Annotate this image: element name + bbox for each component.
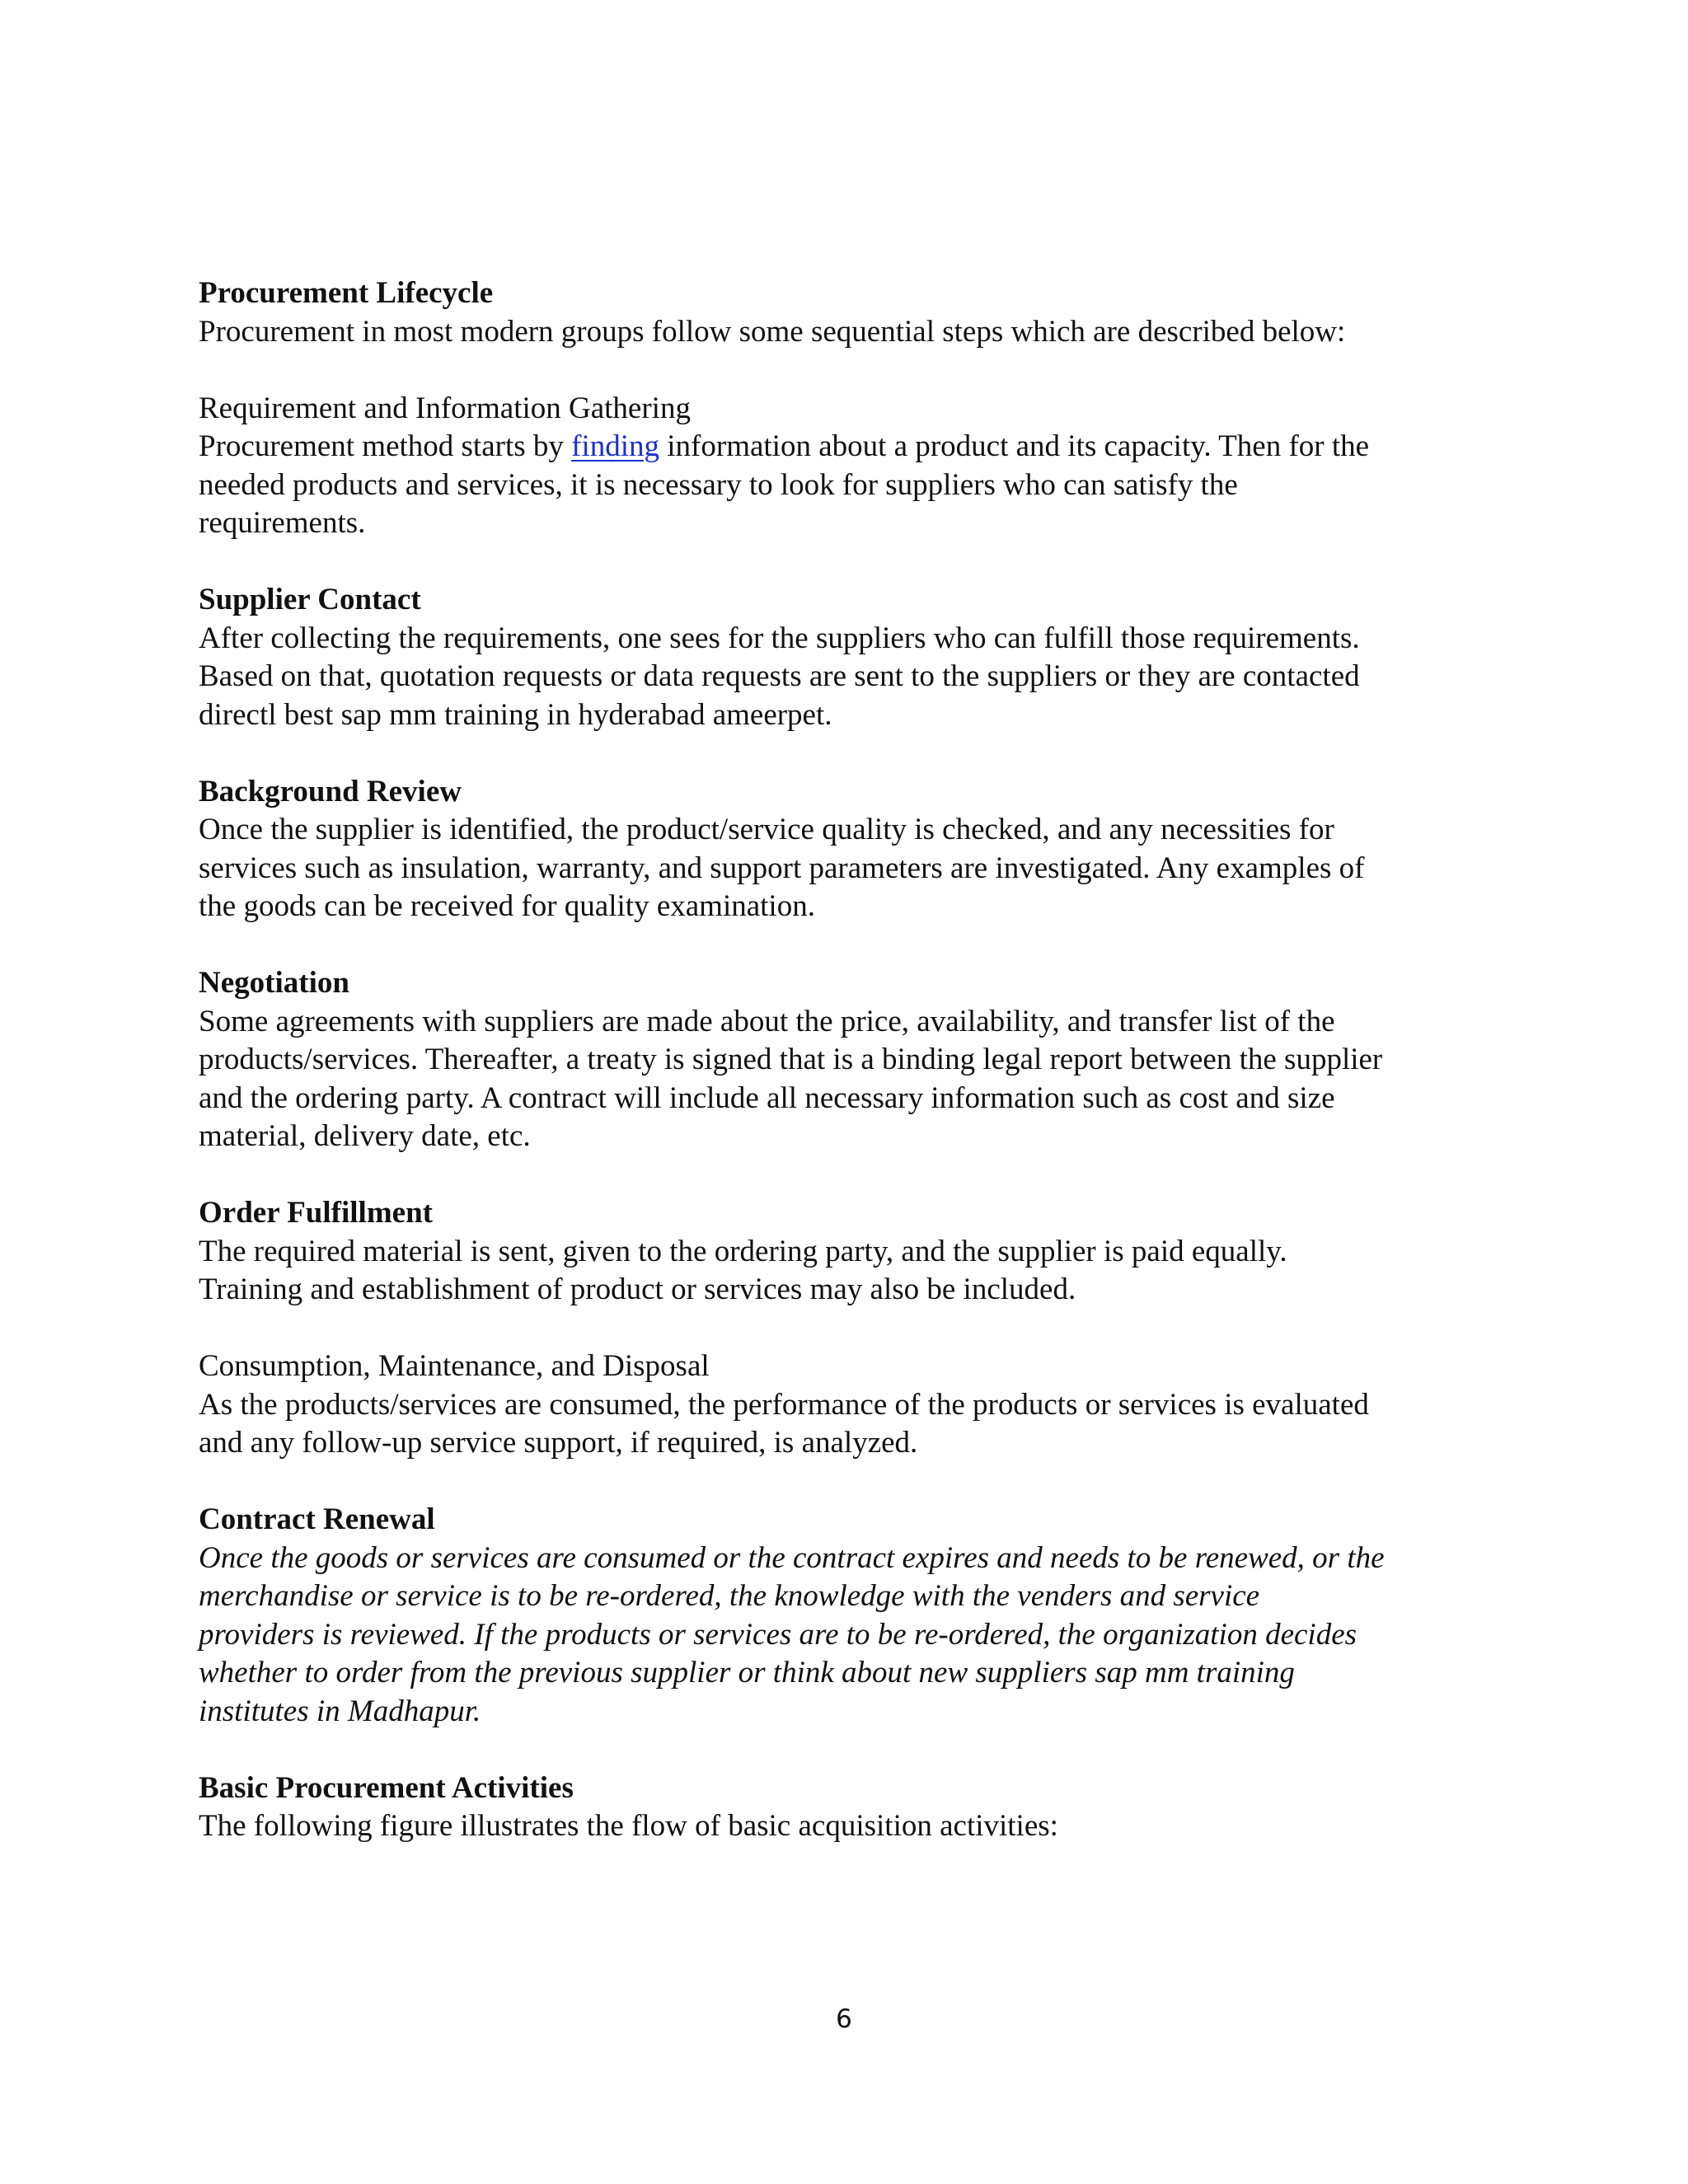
section-negotiation bbox=[199, 964, 1501, 1156]
paragraph-line: providers is reviewed. If the products or services are to be re-ordered, the organization decides bbox=[199, 1617, 1357, 1652]
section-heading: Background Review bbox=[199, 774, 462, 808]
section-paragraph bbox=[199, 620, 1501, 735]
paragraph-line: The following figure illustrates the flow of basic acquisition activities: bbox=[199, 1809, 1058, 1843]
paragraph-line: services such as insulation, warranty, and support parameters are investigated. Any examples of bbox=[199, 851, 1365, 885]
paragraph-line: and any follow-up service support, if required, is analyzed. bbox=[199, 1426, 918, 1460]
section-paragraph bbox=[199, 428, 1501, 543]
section-consumption-maintenance-disposal bbox=[199, 1347, 1501, 1463]
paragraph-line: As the products/services are consumed, the performance of the products or services is evaluated bbox=[199, 1387, 1369, 1422]
paragraph-line: requirements. bbox=[199, 506, 366, 540]
section-basic-procurement-activities bbox=[199, 1769, 1501, 1846]
section-heading: Procurement Lifecycle bbox=[199, 276, 494, 310]
section-procurement-lifecycle bbox=[199, 274, 1501, 351]
section-background-review bbox=[199, 773, 1501, 926]
section-heading: Negotiation bbox=[199, 966, 349, 1000]
section-supplier-contact bbox=[199, 581, 1501, 734]
section-paragraph bbox=[199, 1540, 1501, 1732]
section-paragraph bbox=[199, 1386, 1501, 1463]
section-heading: Contract Renewal bbox=[199, 1502, 435, 1536]
section-paragraph bbox=[199, 811, 1501, 926]
section-requirement-gathering bbox=[199, 390, 1501, 543]
paragraph-line: Some agreements with suppliers are made about the price, availability, and transfer list of the bbox=[199, 1004, 1335, 1038]
section-order-fulfillment bbox=[199, 1194, 1501, 1310]
section-paragraph bbox=[199, 313, 1501, 352]
section-heading: Basic Procurement Activities bbox=[199, 1770, 574, 1805]
paragraph-text: Procurement method starts by bbox=[199, 429, 572, 463]
paragraph-line: merchandise or service is to be re-ordered, the knowledge with the venders and service bbox=[199, 1579, 1260, 1613]
paragraph-line: the goods can be received for quality examination. bbox=[199, 889, 815, 923]
section-heading: Requirement and Information Gathering bbox=[199, 391, 691, 425]
paragraph-line: directl best sap mm training in hyderabad ameerpet. bbox=[199, 697, 832, 732]
paragraph-text: information about a product and its capacity. Then for the bbox=[659, 429, 1370, 463]
paragraph-line: Once the goods or services are consumed or the contract expires and needs to be renewed, or the bbox=[199, 1540, 1385, 1575]
paragraph-line: institutes in Madhapur. bbox=[199, 1694, 481, 1728]
paragraph-line: and the ordering party. A contract will include all necessary information such as cost and size bbox=[199, 1080, 1335, 1115]
section-heading: Supplier Contact bbox=[199, 583, 421, 616]
paragraph-line: Procurement in most modern groups follow some sequential steps which are described below: bbox=[199, 314, 1346, 349]
paragraph-line: material, delivery date, etc. bbox=[199, 1119, 531, 1153]
paragraph-line: Based on that, quotation requests or data requests are sent to the suppliers or they are contacted bbox=[199, 659, 1360, 693]
paragraph-line: After collecting the requirements, one sees for the suppliers who can fulfill those requirements. bbox=[199, 621, 1360, 655]
section-heading: Consumption, Maintenance, and Disposal bbox=[199, 1349, 710, 1383]
paragraph-line bbox=[199, 428, 1501, 466]
section-paragraph bbox=[199, 1807, 1501, 1846]
paragraph-line: The required material is sent, given to the ordering party, and the supplier is paid equally. bbox=[199, 1234, 1287, 1268]
paragraph-line: products/services. Thereafter, a treaty is signed that is a binding legal report between the supplier bbox=[199, 1043, 1383, 1076]
paragraph-line: Training and establishment of product or services may also be included. bbox=[199, 1272, 1076, 1306]
section-paragraph bbox=[199, 1233, 1501, 1310]
paragraph-line: Once the supplier is identified, the product/service quality is checked, and any necessities for bbox=[199, 813, 1334, 846]
section-contract-renewal bbox=[199, 1501, 1501, 1731]
finding-link[interactable]: finding bbox=[571, 429, 660, 463]
document-body bbox=[199, 274, 1501, 1884]
paragraph-line: needed products and services, it is necessary to look for suppliers who can satisfy the bbox=[199, 467, 1238, 502]
section-paragraph bbox=[199, 1003, 1501, 1156]
section-heading: Order Fulfillment bbox=[199, 1196, 433, 1230]
paragraph-line: whether to order from the previous supplier or think about new suppliers sap mm training bbox=[199, 1656, 1295, 1690]
page-number: 6 bbox=[836, 2004, 852, 2034]
